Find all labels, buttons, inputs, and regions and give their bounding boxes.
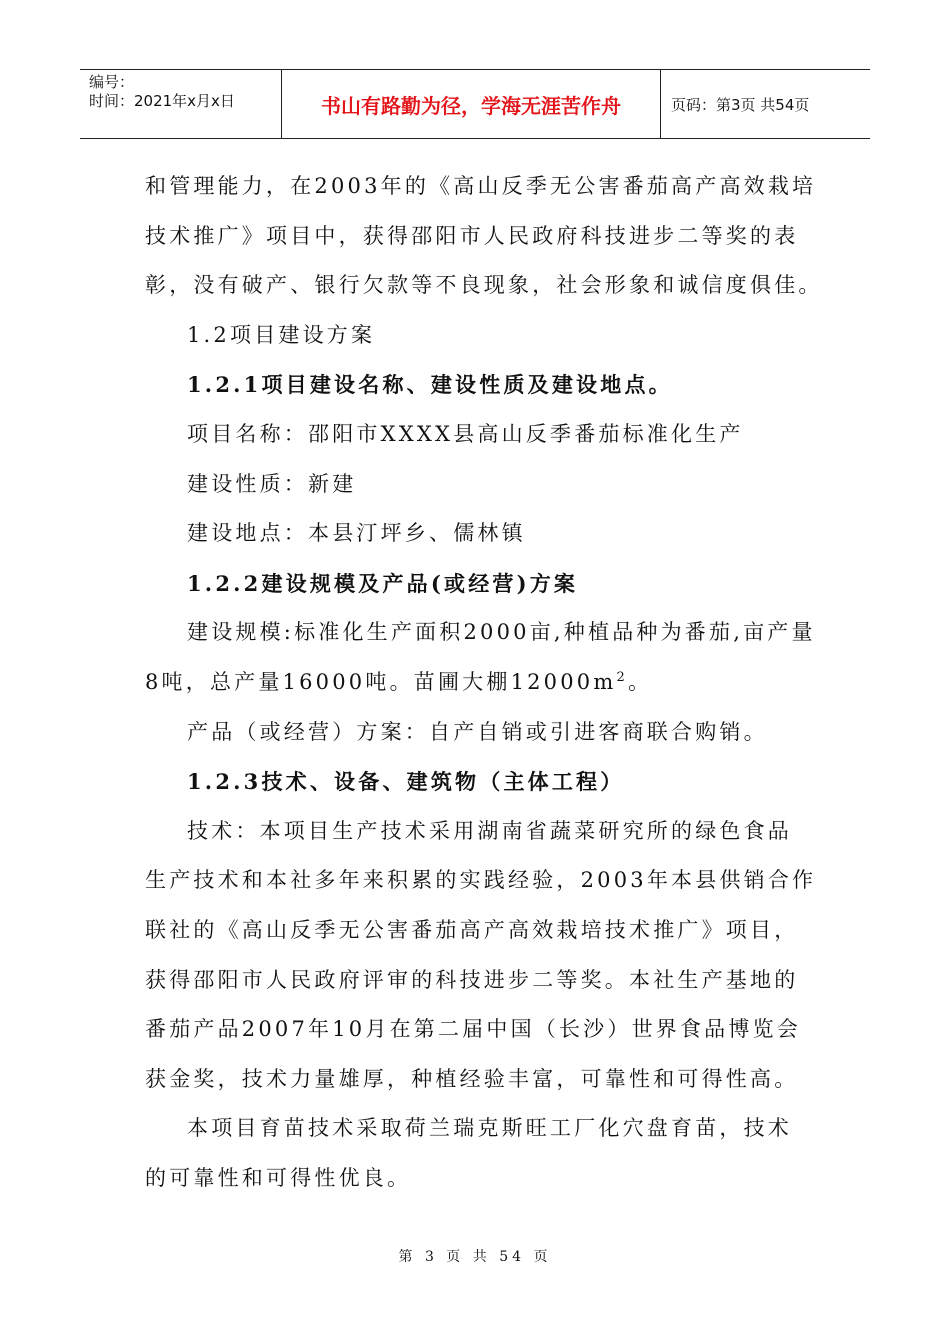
document-number-label: 编号： [89, 73, 135, 91]
paragraph-line: 联社的《高山反季无公害番茄高产高效栽培技术推广》项目， [145, 917, 799, 942]
paragraph-line: 本项目育苗技术采取荷兰瑞克斯旺工厂化穴盘育苗，技术 [187, 1116, 792, 1141]
project-name-line: 项目名称：邵阳市XXXX县高山反季番茄标准化生产 [187, 421, 744, 446]
paragraph-line: 的可靠性和可得性优良。 [145, 1165, 412, 1190]
project-location-line: 建设地点：本县汀坪乡、儒林镇 [187, 521, 526, 546]
page-footer: 第 3 页 共 54 页 [398, 1249, 552, 1265]
header-meta [80, 70, 282, 138]
paragraph-line: 生产技术和本社多年来积累的实践经验，2003年本县供销合作 [145, 868, 817, 893]
paragraph-line: 和管理能力，在2003年的《高山反季无公害番茄高产高效栽培 [145, 174, 817, 198]
project-nature-line: 建设性质：新建 [187, 471, 357, 496]
paragraph-line [145, 658, 810, 708]
paragraph-line: 技术推广》项目中，获得邵阳市人民政府科技进步二等奖的表 [145, 223, 799, 248]
document-body [145, 162, 823, 1203]
paragraph-line: 彰，没有破产、银行欠款等不良现象，社会形象和诚信度俱佳。 [145, 273, 823, 298]
scale-text: 8吨，总产量16000吨。苗圃大棚12000m [145, 669, 617, 694]
superscript-2: 2 [616, 669, 628, 685]
scale-end: 。 [627, 669, 653, 694]
paragraph-line: 建设规模:标准化生产面积2000亩,种植品种为番茄,亩产量 [187, 620, 816, 645]
paragraph-line: 获金奖，技术力量雄厚，种植经验丰富，可靠性和可得性高。 [145, 1066, 799, 1091]
section-heading-1-2: 1.2项目建设方案 [187, 322, 376, 347]
section-heading-1-2-2: 1.2.2建设规模及产品(或经营)方案 [187, 570, 579, 596]
page-header [80, 69, 870, 139]
section-heading-1-2-3: 1.2.3技术、设备、建筑物（主体工程） [187, 769, 625, 795]
paragraph-line: 获得邵阳市人民政府评审的科技进步二等奖。本社生产基地的 [145, 967, 799, 992]
paragraph-line: 技术：本项目生产技术采用湖南省蔬菜研究所的绿色食品 [187, 818, 792, 843]
section-heading-1-2-1: 1.2.1项目建设名称、建设性质及建设地点。 [187, 372, 673, 398]
paragraph-line: 番茄产品2007年10月在第二届中国（长沙）世界食品博览会 [145, 1017, 801, 1042]
header-page-info: 页码：第3页 共54页 [671, 95, 810, 114]
header-slogan: 书山有路勤为径，学海无涯苦作舟 [282, 70, 661, 138]
product-plan-line: 产品（或经营）方案：自产自销或引进客商联合购销。 [187, 719, 768, 744]
document-time-label: 时间：2021年x月x日 [89, 92, 235, 110]
